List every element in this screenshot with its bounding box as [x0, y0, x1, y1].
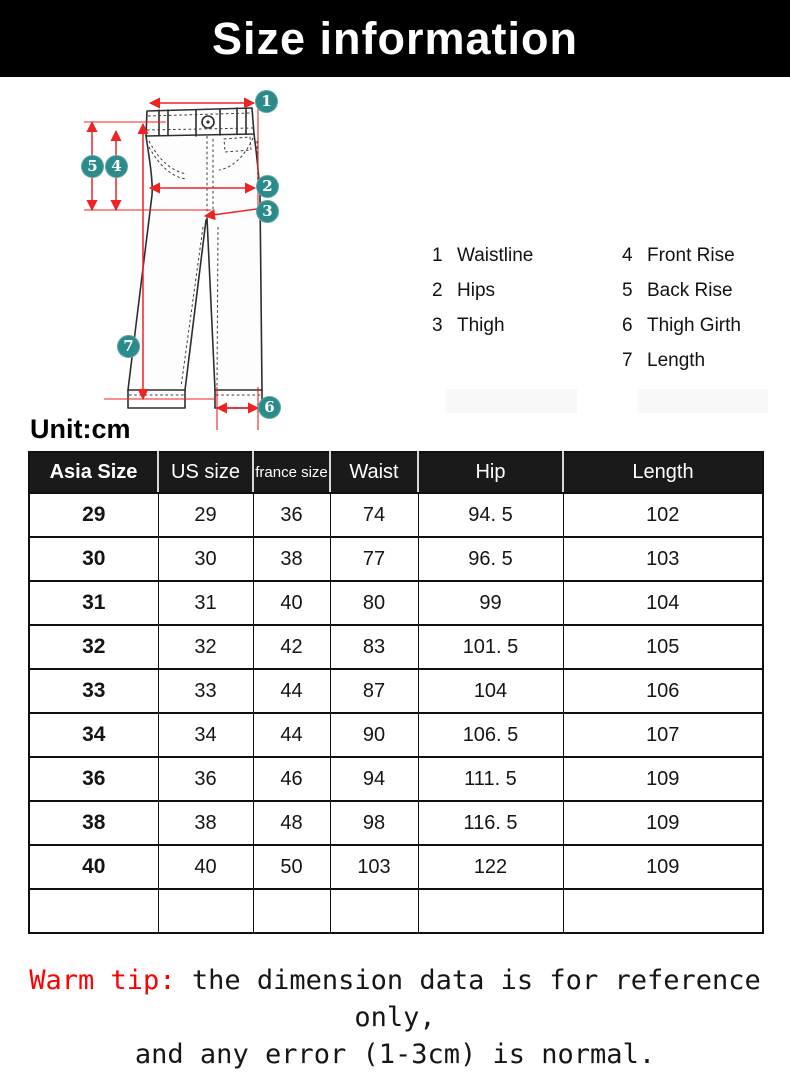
table-cell: 34: [29, 713, 158, 757]
title-banner: [0, 0, 790, 77]
table-cell: 105: [563, 625, 763, 669]
measure-badge-3: 3: [256, 200, 279, 223]
table-cell: 96. 5: [418, 537, 563, 581]
table-cell: 77: [330, 537, 418, 581]
table-cell: 50: [253, 845, 330, 889]
table-cell: 104: [418, 669, 563, 713]
column-header: US size: [158, 452, 253, 493]
table-row: [29, 889, 763, 933]
table-cell: 102: [563, 493, 763, 537]
unit-label: Unit:cm: [30, 414, 131, 444]
table-cell: 29: [158, 493, 253, 537]
measure-badge-2: 2: [256, 175, 279, 198]
legend-item: [622, 280, 741, 302]
table-cell: 87: [330, 669, 418, 713]
size-table-header-row: [29, 452, 763, 493]
table-cell: 109: [563, 845, 763, 889]
table-cell: 116. 5: [418, 801, 563, 845]
table-row: [29, 713, 763, 757]
table-cell: 36: [29, 757, 158, 801]
legend-item: [432, 315, 533, 337]
legend-item: [432, 245, 533, 267]
table-cell: [330, 889, 418, 933]
warm-tip: [0, 962, 790, 1073]
column-header: Asia Size: [29, 452, 158, 493]
table-cell: 90: [330, 713, 418, 757]
table-cell: [418, 889, 563, 933]
table-cell: [29, 889, 158, 933]
table-cell: 109: [563, 801, 763, 845]
table-cell: 83: [330, 625, 418, 669]
legend-label: Thigh Girth: [647, 315, 741, 336]
table-cell: 101. 5: [418, 625, 563, 669]
legend-column-1: [432, 245, 533, 337]
table-cell: 104: [563, 581, 763, 625]
legend-number: 7: [622, 350, 633, 371]
table-cell: 99: [418, 581, 563, 625]
column-header: Hip: [418, 452, 563, 493]
measure-badge-4: 4: [105, 155, 128, 178]
table-cell: 32: [29, 625, 158, 669]
table-cell: 46: [253, 757, 330, 801]
legend-label: Front Rise: [647, 245, 735, 266]
table-row: [29, 625, 763, 669]
table-cell: 31: [158, 581, 253, 625]
table-cell: 40: [29, 845, 158, 889]
table-cell: 111. 5: [418, 757, 563, 801]
table-cell: 106. 5: [418, 713, 563, 757]
table-cell: 107: [563, 713, 763, 757]
table-cell: 31: [29, 581, 158, 625]
measure-badge-1: 1: [255, 90, 278, 113]
table-cell: 29: [29, 493, 158, 537]
legend-item: [432, 280, 533, 302]
table-cell: 48: [253, 801, 330, 845]
table-cell: 33: [29, 669, 158, 713]
table-cell: 74: [330, 493, 418, 537]
table-cell: [253, 889, 330, 933]
table-row: [29, 493, 763, 537]
table-cell: 122: [418, 845, 563, 889]
table-cell: [563, 889, 763, 933]
warm-tip-text-2: and any error (1-3cm) is normal.: [134, 1039, 656, 1070]
measure-badge-5: 5: [81, 155, 104, 178]
table-cell: 40: [158, 845, 253, 889]
measure-badge-6: 6: [258, 396, 281, 419]
size-table-body: [29, 493, 763, 933]
legend-number: 5: [622, 280, 633, 301]
warm-tip-label: Warm tip:: [29, 965, 176, 996]
legend-item: [622, 245, 741, 267]
legend-column-2: [622, 245, 741, 372]
table-cell: 109: [563, 757, 763, 801]
table-cell: 36: [158, 757, 253, 801]
table-cell: 32: [158, 625, 253, 669]
legend-label: Waistline: [457, 245, 534, 266]
table-row: [29, 537, 763, 581]
table-row: [29, 581, 763, 625]
table-cell: 38: [29, 801, 158, 845]
table-cell: 38: [253, 537, 330, 581]
table-row: [29, 801, 763, 845]
warm-tip-line-1: [0, 962, 790, 1036]
table-cell: 106: [563, 669, 763, 713]
table-row: [29, 845, 763, 889]
table-cell: 40: [253, 581, 330, 625]
table-cell: 30: [29, 537, 158, 581]
legend-label: Length: [647, 350, 706, 371]
table-cell: 94: [330, 757, 418, 801]
table-cell: 94. 5: [418, 493, 563, 537]
legend-item: [622, 315, 741, 337]
table-cell: 30: [158, 537, 253, 581]
warm-tip-text-1: the dimension data is for reference only,: [191, 965, 761, 1033]
table-cell: 36: [253, 493, 330, 537]
table-cell: 38: [158, 801, 253, 845]
legend-number: 3: [432, 315, 443, 336]
page-title: Size information: [211, 12, 579, 64]
table-cell: 80: [330, 581, 418, 625]
column-header: france size: [253, 452, 330, 493]
table-cell: 42: [253, 625, 330, 669]
table-cell: [158, 889, 253, 933]
table-cell: 103: [330, 845, 418, 889]
column-header: Length: [563, 452, 763, 493]
table-cell: 33: [158, 669, 253, 713]
table-cell: 44: [253, 713, 330, 757]
pants-measurement-diagram: [0, 77, 790, 451]
column-header: Waist: [330, 452, 418, 493]
legend-item: [622, 350, 741, 372]
table-cell: 34: [158, 713, 253, 757]
legend-label: Thigh: [457, 315, 505, 336]
legend-label: Back Rise: [647, 280, 733, 301]
table-cell: 98: [330, 801, 418, 845]
legend-number: 1: [432, 245, 443, 266]
legend-number: 4: [622, 245, 633, 266]
size-table: [28, 451, 764, 934]
table-row: [29, 757, 763, 801]
table-row: [29, 669, 763, 713]
legend-number: 2: [432, 280, 443, 301]
legend-number: 6: [622, 315, 633, 336]
measure-badge-7: 7: [117, 335, 140, 358]
table-cell: 44: [253, 669, 330, 713]
legend-label: Hips: [457, 280, 496, 301]
table-cell: 103: [563, 537, 763, 581]
